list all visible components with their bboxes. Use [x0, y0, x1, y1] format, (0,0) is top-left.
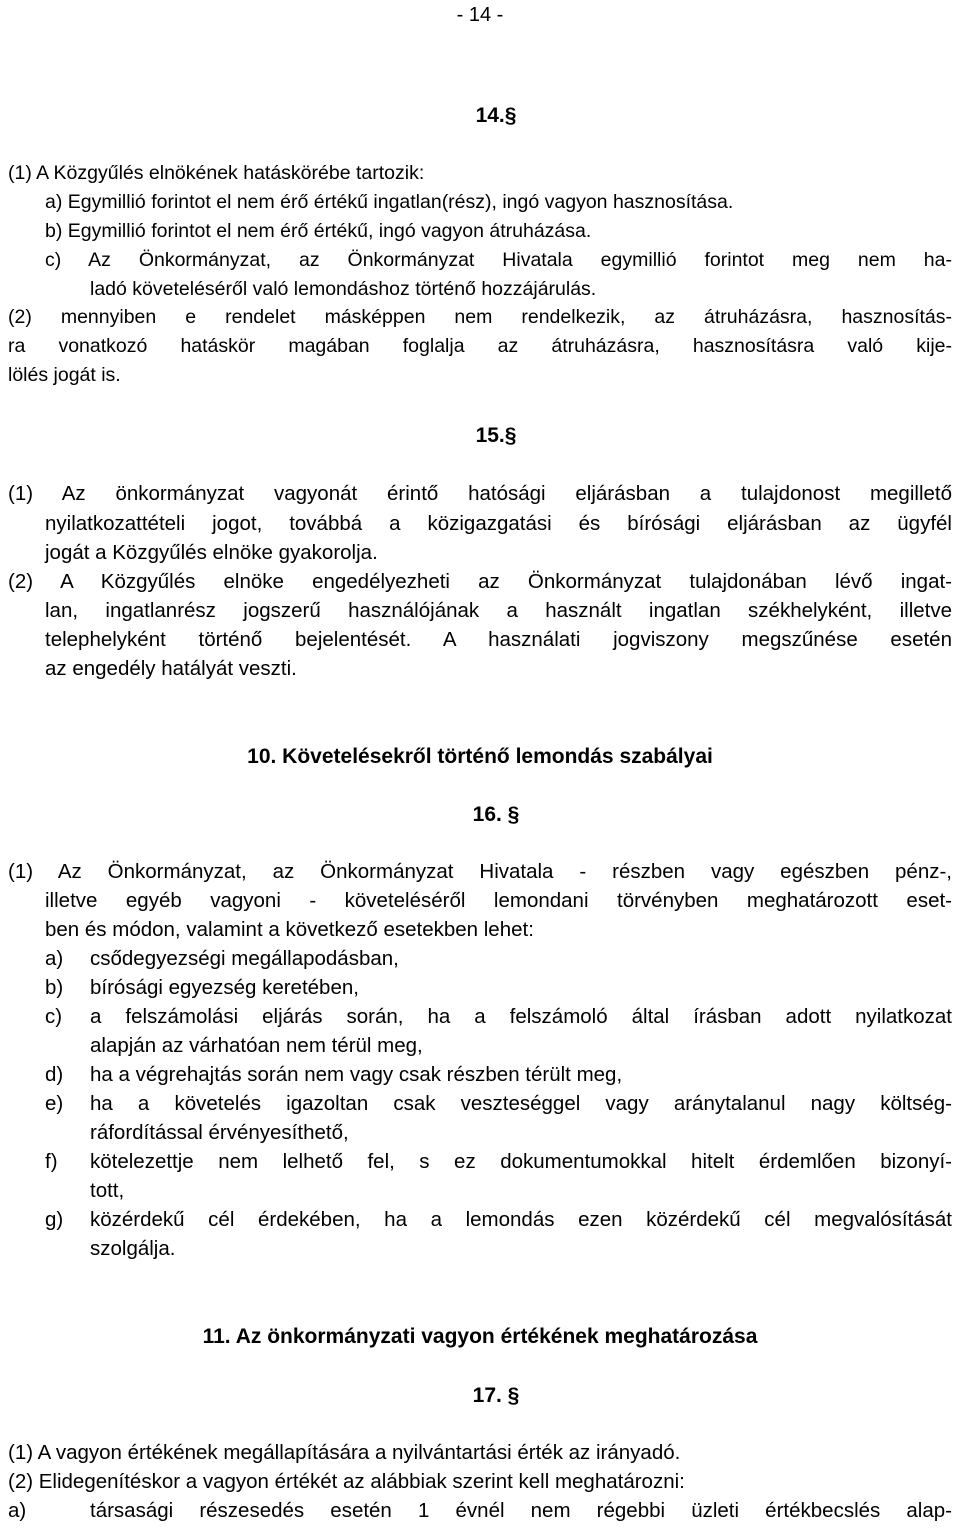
list-item-text: csődegyezségi megállapodásban, — [90, 947, 399, 970]
list-item-label: a) — [8, 1499, 27, 1522]
s16-line: ben és módon, valamint a következő esetekben lehet: — [45, 918, 534, 941]
s16-line: illetve egyéb vagyoni - követeléséről lemondani törvényben meghatározott eset- — [45, 889, 952, 912]
s16-line: (1) Az Önkormányzat, az Önkormányzat Hivatala - részben vagy egészben pénz-, — [8, 860, 952, 883]
list-item-text: a felszámolási eljárás során, ha a felszámoló által írásban adott nyilatkozat — [90, 1005, 952, 1028]
s14-line: c) Az Önkormányzat, az Önkormányzat Hivatala egymillió forintot meg nem ha- — [45, 249, 952, 271]
list-item-label: g) — [45, 1208, 64, 1231]
list-item-text: bírósági egyezség keretében, — [90, 976, 359, 999]
s14-line: lölés jogát is. — [8, 364, 121, 386]
s15-line: (1) Az önkormányzat vagyonát érintő hatósági eljárásban a tulajdonost megillető — [8, 482, 952, 505]
list-item-label: c) — [45, 1005, 63, 1028]
s14-line: b) Egymillió forintot el nem érő értékű, ingó vagyon átruházása. — [45, 220, 592, 242]
s14-line: ladó követeléséről való lemondáshoz történő hozzájárulás. — [90, 278, 597, 300]
s15-line: jogát a Közgyűlés elnöke gyakorolja. — [45, 541, 378, 564]
chapter-11-title: 11. Az önkormányzati vagyon értékének meghatározása — [202, 1325, 758, 1348]
page-number: - 14 - — [456, 4, 504, 26]
section-17-heading: 17. § — [472, 1384, 520, 1407]
list-item-label: a) — [45, 947, 64, 970]
list-item-text: tott, — [90, 1179, 125, 1202]
list-item-text: alapján az várhatóan nem térül meg, — [90, 1034, 423, 1057]
section-14-heading: 14.§ — [475, 104, 517, 127]
s17-line: (2) Elidegenítéskor a vagyon értékét az alábbiak szerint kell meghatározni: — [8, 1470, 685, 1493]
s17-line: (1) A vagyon értékének megállapítására a nyilvántartási érték az irányadó. — [8, 1441, 681, 1464]
list-item-text: társasági részesedés esetén 1 évnél nem régebbi üzleti értékbecslés alap- — [90, 1499, 952, 1522]
list-item-text: közérdekű cél érdekében, ha a lemondás ezen közérdekű cél megvalósítását — [90, 1208, 952, 1231]
list-item-label: b) — [45, 976, 64, 999]
s15-line: nyilatkozattételi jogot, továbbá a közigazgatási és bírósági eljárásban az ügyfél — [45, 512, 952, 535]
chapter-10-title: 10. Követelésekről történő lemondás szabályai — [247, 745, 713, 768]
section-15-heading: 15.§ — [475, 424, 517, 447]
s14-line: (1) A Közgyűlés elnökének hatáskörébe tartozik: — [8, 162, 425, 184]
list-item-text: szolgálja. — [90, 1237, 176, 1260]
list-item-label: e) — [45, 1092, 64, 1115]
list-item-label: f) — [45, 1150, 58, 1173]
list-item-text: ha a követelés igazoltan csak veszteséggel vagy aránytalanul nagy költség- — [90, 1092, 952, 1115]
s15-line: az engedély hatályát veszti. — [45, 657, 297, 680]
list-item-text: kötelezettje nem lelhető fel, s ez dokumentumokkal hitelt érdemlően bizonyí- — [90, 1150, 952, 1173]
s14-line: (2) mennyiben e rendelet másképpen nem rendelkezik, az átruházásra, hasznosítás- — [8, 306, 952, 328]
s15-line: telephelyként történő bejelentését. A használati jogviszony megszűnése esetén — [45, 628, 952, 651]
list-item-text: ha a végrehajtás során nem vagy csak részben térült meg, — [90, 1063, 623, 1086]
s14-line: ra vonatkozó hatáskör magában foglalja az átruházásra, hasznosításra való kije- — [8, 335, 952, 357]
s15-line: lan, ingatlanrész jogszerű használójának a használt ingatlan székhelyként, illetve — [45, 599, 952, 622]
list-item-text: ráfordítással érvényesíthető, — [90, 1121, 349, 1144]
section-16-heading: 16. § — [472, 803, 520, 826]
s15-line: (2) A Közgyűlés elnöke engedélyezheti az Önkormányzat tulajdonában lévő ingat- — [8, 570, 952, 593]
s14-line: a) Egymillió forintot el nem érő értékű ingatlan(rész), ingó vagyon hasznosítása. — [45, 191, 734, 213]
list-item-label: d) — [45, 1063, 64, 1086]
